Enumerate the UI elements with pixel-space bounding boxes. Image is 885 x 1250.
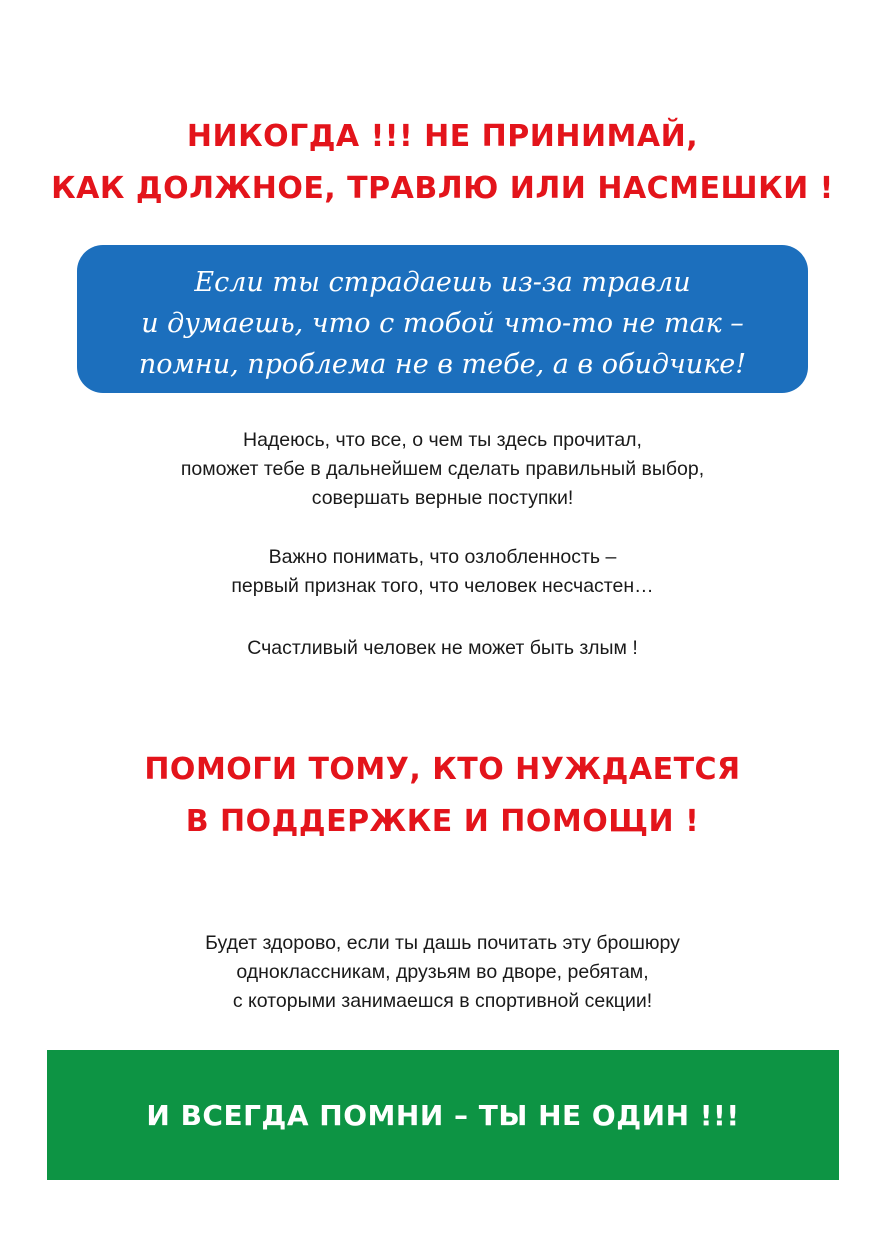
paragraph-line: совершать верные поступки! [311,487,574,509]
paragraph-line: Важно понимать, что озлобленность – [268,546,617,568]
paragraph-line: Будет здорово, если ты дашь почитать эту брошюру [205,932,680,954]
callout-line-3: помни, проблема не в тебе, а в обидчике! [138,349,747,380]
paragraph-line: одноклассникам, друзьям во дворе, ребятам, [236,961,649,983]
banner-text: И ВСЕГДА ПОМНИ – ТЫ НЕ ОДИН !!! [146,1098,740,1132]
paragraph-line: первый признак того, что человек несчастен… [231,575,654,597]
paragraph-happy [0,634,885,663]
paragraph-line: Надеюсь, что все, о чем ты здесь прочитал, [243,429,642,451]
middle-heading-line-1: ПОМОГИ ТОМУ, КТО НУЖДАЕТСЯ [144,752,741,787]
top-heading [0,111,885,215]
bottom-banner [47,1050,839,1180]
callout-line-2: и думаешь, что с тобой что-то не так – [141,308,744,339]
paragraph-share [0,929,885,1016]
top-heading-line-1: НИКОГДА !!! НЕ ПРИНИМАЙ, [186,119,699,154]
middle-heading [0,744,885,848]
top-heading-line-2: КАК ДОЛЖНОЕ, ТРАВЛЮ ИЛИ НАСМЕШКИ ! [51,171,834,206]
callout-box [77,245,808,393]
paragraph-hope [0,426,885,513]
paragraph-line: с которыми занимаешся в спортивной секции! [232,990,653,1012]
callout-line-1: Если ты страдаешь из-за травли [194,267,691,298]
paragraph-anger [0,543,885,601]
middle-heading-line-2: В ПОДДЕРЖКЕ И ПОМОЩИ ! [185,804,700,839]
paragraph-line: Счастливый человек не может быть злым ! [247,637,638,659]
paragraph-line: поможет тебе в дальнейшем сделать правильный выбор, [180,458,705,480]
